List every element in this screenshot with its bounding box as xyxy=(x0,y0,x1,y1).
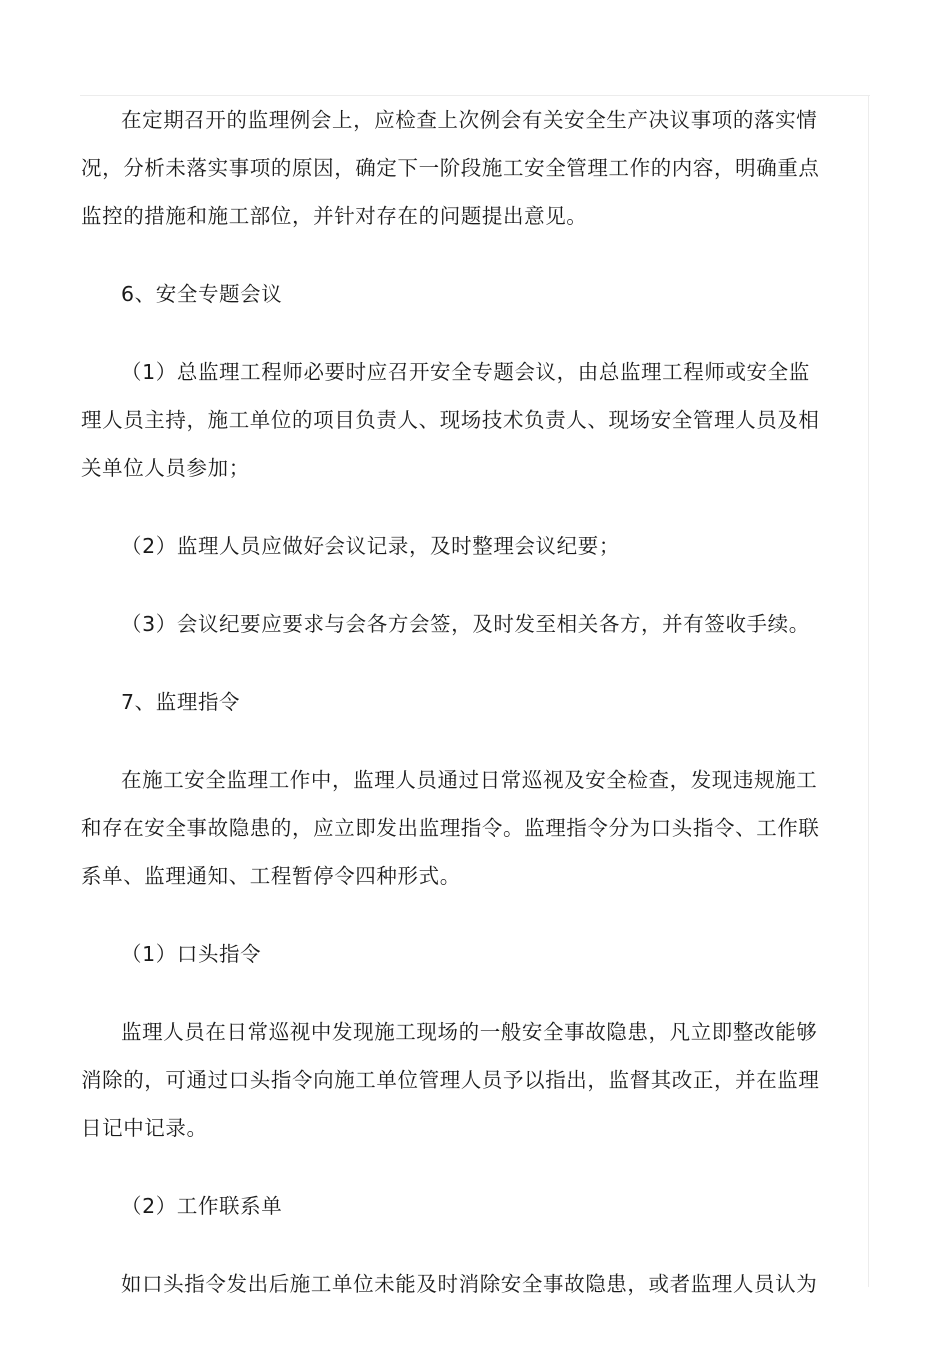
paragraph-instruction-forms: 在施工安全监理工作中，监理人员通过日常巡视及安全检查，发现违规施工和存在安全事故隐患的，应立即发出监理指令。监理指令分为口头指令、工作联系单、监理通知、工程暂停令四种形式。 xyxy=(81,768,820,888)
item-special-meeting-2: （2）监理人员应做好会议记录，及时整理会议纪要； xyxy=(121,534,620,558)
paragraph-work-contact-form: 如口头指令发出后施工单位未能及时消除安全事故隐患，或者监理人员认为 xyxy=(121,1272,818,1296)
paragraph-meeting-review: 在定期召开的监理例会上，应检查上次例会有关安全生产决议事项的落实情况，分析未落实事项的原因，确定下一阶段施工安全管理工作的内容，明确重点监控的措施和施工部位，并针对存在的问题提出意见。 xyxy=(81,108,820,228)
document-body xyxy=(81,96,823,1308)
subheading-verbal-instruction: （1）口头指令 xyxy=(121,942,262,966)
heading-supervision-instructions: 7、监理指令 xyxy=(121,690,241,714)
subheading-work-contact-form: （2）工作联系单 xyxy=(121,1194,283,1218)
item-special-meeting-1: （1）总监理工程师必要时应召开安全专题会议，由总监理工程师或安全监理人员主持，施工单位的项目负责人、现场技术负责人、现场安全管理人员及相关单位人员参加； xyxy=(81,360,820,480)
paragraph-verbal-instruction: 监理人员在日常巡视中发现施工现场的一般安全事故隐患，凡立即整改能够消除的，可通过口头指令向施工单位管理人员予以指出，监督其改正，并在监理日记中记录。 xyxy=(81,1020,820,1140)
heading-safety-special-meeting: 6、安全专题会议 xyxy=(121,282,283,306)
item-special-meeting-3: （3）会议纪要应要求与会各方会签，及时发至相关各方，并有签收手续。 xyxy=(121,612,810,636)
page-right-border xyxy=(868,95,869,1287)
